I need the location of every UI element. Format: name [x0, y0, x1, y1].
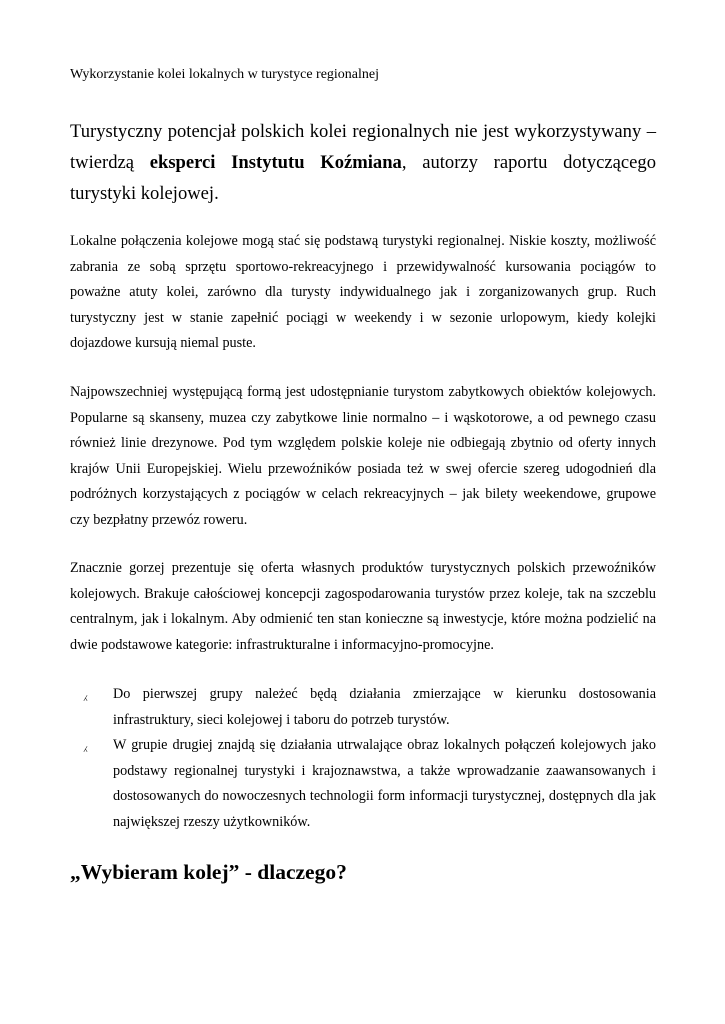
paragraph: Lokalne połączenia kolejowe mogą stać się podstawą turystyki regionalnej. Niskie koszty, możliwość zabrania ze sobą sprzętu sportowo-rekreacyjnego i przewidywalność kursowania pociągów to poważne atuty kolei, zarówno dla turysty indywidualnego jak i zorganizowanych grup. Ruch turystyczny jest w stanie zapełnić pociągi w weekendy i w sezonie urlopowym, kiedy kolejki dojazdowe kursują niemal puste. — [70, 233, 656, 352]
paragraph: Znacznie gorzej prezentuje się oferta własnych produktów turystycznych polskich przewoźników kolejowych. Brakuje całościowej koncepcji zagospodarowania turystów przez koleje, tak na szczeblu centralnym, jak i lokalnym. Aby odmienić ten stan konieczne są inwestycje, które można podzielić na dwie podstawowe kategorie: infrastrukturalne i informacyjno-promocyjne. — [70, 560, 656, 653]
section-heading: „Wybieram kolej” - dlaczego? — [70, 860, 347, 884]
list-item — [70, 733, 656, 835]
bullet-list — [70, 682, 656, 836]
list-item-text: Do pierwszej grupy należeć będą działania zmierzające w kierunku dostosowania infrastruktury, sieci kolejowej i taboru do potrzeb turystów. — [113, 686, 656, 728]
document-header: Wykorzystanie kolei lokalnych w turystyce regionalnej — [70, 67, 380, 82]
lead-text-end: , autorzy raportu dotyczącego turystyki kolejowej. — [70, 152, 656, 204]
lead-bold-text: eksperci Instytutu Koźmiana — [149, 152, 402, 173]
lead-paragraph — [70, 116, 656, 209]
list-item-text: W grupie drugiej znajdą się działania utrwalające obraz lokalnych połączeń kolejowych jako podstawy regionalnej turystyki i krajoznawstwa, a także wprowadzanie zaawansowanych i dostosowanych do nowoczesnych technologii form informacji turystycznej, dostępnych dla jak największej rzeszy użytkowników. — [113, 737, 656, 830]
list-item — [70, 682, 656, 733]
bullet-marker-icon: ⁁ — [84, 687, 87, 701]
bullet-marker-icon: ⁁ — [84, 738, 87, 753]
paragraph: Najpowszechniej występującą formą jest udostępnianie turystom zabytkowych obiektów kolejowych. Popularne są skanseny, muzea czy zabytkowe linie normalno – i wąskotorowe, a od pewnego czasu również linie drezynowe. Pod tym względem polskie koleje nie odbiegają zbytnio od oferty innych krajów Unii Europejskiej. Wielu przewoźników posiada też w swej ofercie szereg udogodnień dla podróżnych korzystających z pociągów w celach rekreacyjnych – jak bilety weekendowe, grupowe czy bezpłatny przewóz roweru. — [70, 384, 656, 528]
lead-text-start: Turystyczny potencjał polskich kolei regionalnych nie jest wykorzystywany – twierdzą — [70, 121, 656, 173]
